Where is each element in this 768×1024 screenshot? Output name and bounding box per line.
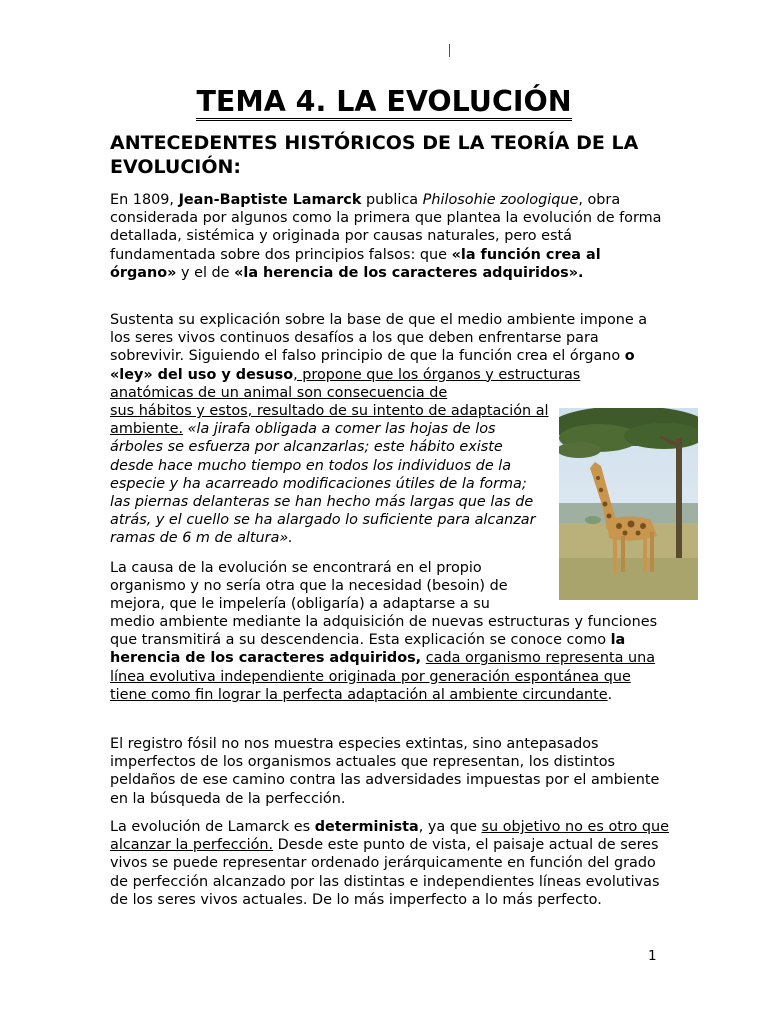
page-title: TEMA 4. LA EVOLUCIÓN [0,84,768,120]
paragraph-lamarck-intro: En 1809, Jean-Baptiste Lamarck publica Philosohie zoologique, obra considerada por algunos como la primera que plantea la evolución de forma detallada, sistémica y originada por causas naturales, pero está fundamentada sobre dos principios falsos: que «la función crea al órgano» y el de «la herencia de los caracteres adquiridos». [110,192,662,281]
giraffe-photo [559,408,698,600]
paragraph-use-disuse: Sustenta su explicación sobre la base de que el medio ambiente impone a los seres vivos continuos desafíos a los que deben enfrentarse para sobrevivir. Siguiendo el falso principio de que la función crea el órgano o «ley» del uso y desuso, propone que los órganos y estructuras anatómicas de un animal son consecuencia de [110,312,648,401]
paragraph-giraffe-example: sus hábitos y estos, resultado de su intento de adaptación al ambiente. «la jirafa obligada a comer las hojas de los árboles se esfuerza por alcanzarlas; este hábito existe desde hace mucho tiempo en todos los individuos de la especie y ha acarreado modificaciones útiles de la forma; las piernas delanteras se han hecho más largas que las de atrás, y el cuello se ha alargado lo suficiente para alcanzar ramas de 6 m de altura». [110,403,549,547]
section-heading: ANTECEDENTES HISTÓRICOS DE LA TEORÍA DE LA EVOLUCIÓN: [110,132,639,178]
paragraph-acquired-characters: medio ambiente mediante la adquisición de nuevas estructuras y funciones que transmitirá a su descendencia. Esta explicación se conoce como la herencia de los caracteres adquiridos, cada organismo representa una línea evolutiva independiente originada por generación espontánea que tiene como fin lograr la perfecta adaptación al ambiente circundante. [110,614,658,703]
paragraph-determinism: La evolución de Lamarck es determinista, ya que su objetivo no es otro que alcanzar la perfección. Desde este punto de vista, el paisaje actual de seres vivos se puede representar ordenado jerárquicamente en función del grado de perfección alcanzado por las distintas e independientes líneas evolutivas de los seres vivos actuales. De lo más imperfecto a lo más perfecto. [110,819,669,908]
page-number: 1 [648,948,657,964]
text-cursor [449,44,450,57]
paragraph-cause-of-evolution: La causa de la evolución se encontrará en el propio organismo y no sería otra que la necesidad (besoin) de mejora, que le impelería (obligaría) a adaptarse a su [110,560,508,613]
paragraph-fossil-record: El registro fósil no nos muestra especies extintas, sino antepasados imperfectos de los organismos actuales que representan, los distintos peldaños de ese camino contra las adversidades impuestas por el ambiente en la búsqueda de la perfección. [110,736,660,807]
